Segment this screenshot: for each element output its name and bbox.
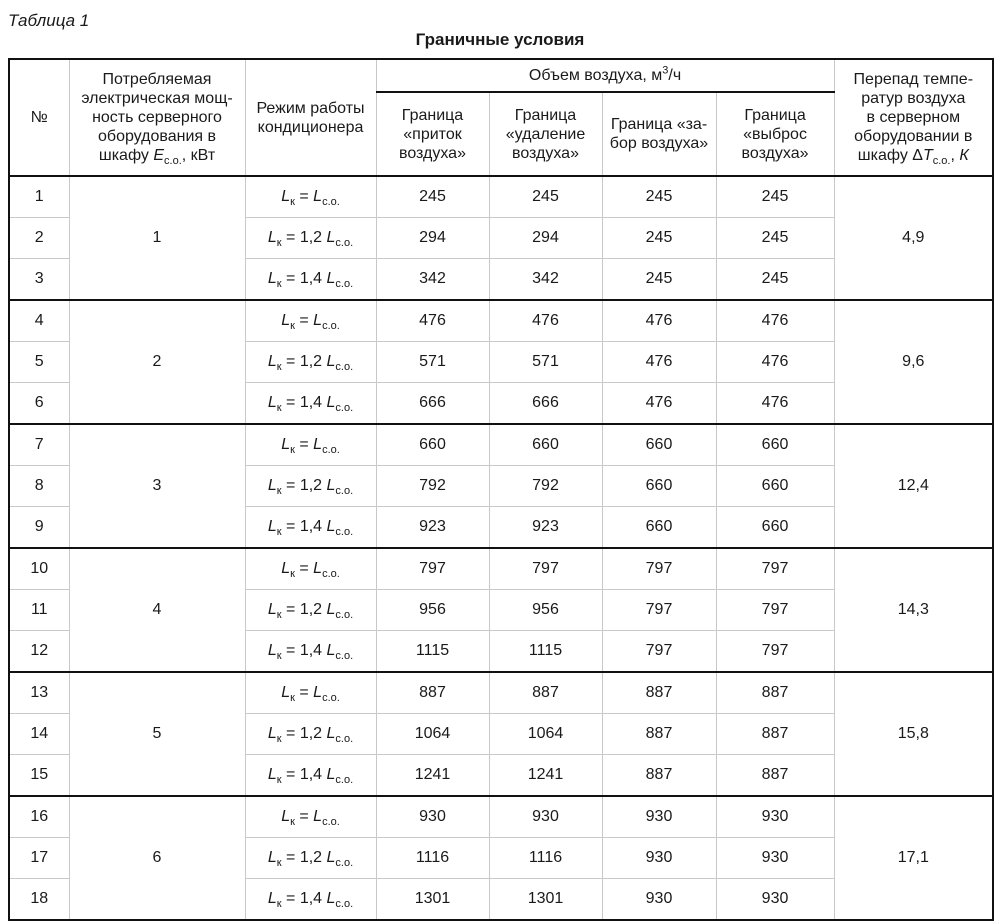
table-row <box>9 300 993 342</box>
ac-mode: $L_к = 1,4$ $L_{с.о.}$ <box>245 507 376 549</box>
row-number: 14 <box>9 714 69 755</box>
ac-mode: $L_к = 1,2$ $L_{с.о.}$ <box>245 466 376 507</box>
inflow-value: 245 <box>376 176 489 218</box>
temperature-diff-value: 17,1 <box>834 796 993 920</box>
exhaust-value: 476 <box>716 342 834 383</box>
removal-value: 660 <box>489 424 602 466</box>
header-boundary-intake: Граница «за- бор воздуха» <box>602 92 716 176</box>
exhaust-value: 476 <box>716 300 834 342</box>
exhaust-value: 930 <box>716 838 834 879</box>
ac-mode: $L_к = 1,2$ $L_{с.о.}$ <box>245 714 376 755</box>
inflow-value: 797 <box>376 548 489 590</box>
intake-value: 660 <box>602 424 716 466</box>
temperature-diff-value: 14,3 <box>834 548 993 672</box>
intake-value: 245 <box>602 218 716 259</box>
exhaust-value: 245 <box>716 176 834 218</box>
temperature-diff-value: 15,8 <box>834 672 993 796</box>
intake-value: 245 <box>602 259 716 301</box>
ac-mode: $L_к = L_{с.о.}$ <box>245 672 376 714</box>
power-value: 5 <box>69 672 245 796</box>
intake-value: 476 <box>602 300 716 342</box>
temperature-diff-value: 9,6 <box>834 300 993 424</box>
ac-mode: $L_к = 1,4$ $L_{с.о.}$ <box>245 383 376 425</box>
intake-value: 930 <box>602 838 716 879</box>
removal-value: 792 <box>489 466 602 507</box>
row-number: 9 <box>9 507 69 549</box>
exhaust-value: 660 <box>716 424 834 466</box>
inflow-value: 1064 <box>376 714 489 755</box>
intake-value: 660 <box>602 507 716 549</box>
removal-value: 956 <box>489 590 602 631</box>
removal-value: 797 <box>489 548 602 590</box>
table-caption: Таблица 1 <box>8 11 90 30</box>
table-title: Граничные условия <box>415 30 585 49</box>
removal-value: 930 <box>489 796 602 838</box>
row-number: 2 <box>9 218 69 259</box>
removal-value: 294 <box>489 218 602 259</box>
exhaust-value: 797 <box>716 631 834 673</box>
intake-value: 660 <box>602 466 716 507</box>
removal-value: 1064 <box>489 714 602 755</box>
header-num: № <box>9 59 69 176</box>
table-row <box>9 424 993 466</box>
table-body <box>9 176 993 920</box>
intake-value: 245 <box>602 176 716 218</box>
intake-value: 797 <box>602 590 716 631</box>
removal-value: 1115 <box>489 631 602 673</box>
header-air-volume: Объем воздуха, $м^3/ч$ <box>376 59 834 92</box>
row-number: 8 <box>9 466 69 507</box>
ac-mode: $L_к = 1,4$ $L_{с.о.}$ <box>245 755 376 797</box>
inflow-value: 1115 <box>376 631 489 673</box>
row-number: 5 <box>9 342 69 383</box>
ac-mode: $L_к = L_{с.о.}$ <box>245 300 376 342</box>
header-temperature-diff: Перепад темпе- ратур воздуха в серверном оборудовании в шкафу $\Delta T_{с.о.}$, К <box>834 59 993 176</box>
intake-value: 476 <box>602 342 716 383</box>
boundary-conditions-table <box>8 58 994 921</box>
intake-value: 887 <box>602 672 716 714</box>
inflow-value: 342 <box>376 259 489 301</box>
row-number: 4 <box>9 300 69 342</box>
power-value: 6 <box>69 796 245 920</box>
ac-mode: $L_к = L_{с.о.}$ <box>245 176 376 218</box>
row-number: 7 <box>9 424 69 466</box>
inflow-value: 660 <box>376 424 489 466</box>
intake-value: 797 <box>602 631 716 673</box>
removal-value: 245 <box>489 176 602 218</box>
exhaust-value: 930 <box>716 879 834 921</box>
exhaust-value: 930 <box>716 796 834 838</box>
ac-mode: $L_к = 1,4$ $L_{с.о.}$ <box>245 259 376 301</box>
exhaust-value: 887 <box>716 755 834 797</box>
inflow-value: 792 <box>376 466 489 507</box>
inflow-value: 571 <box>376 342 489 383</box>
inflow-value: 1241 <box>376 755 489 797</box>
table-row <box>9 796 993 838</box>
intake-value: 797 <box>602 548 716 590</box>
removal-value: 666 <box>489 383 602 425</box>
ac-mode: $L_к = L_{с.о.}$ <box>245 548 376 590</box>
row-number: 12 <box>9 631 69 673</box>
exhaust-value: 245 <box>716 218 834 259</box>
header-boundary-inflow: Граница «приток воздуха» <box>376 92 489 176</box>
exhaust-value: 887 <box>716 672 834 714</box>
row-number: 17 <box>9 838 69 879</box>
inflow-value: 923 <box>376 507 489 549</box>
ac-mode: $L_к = 1,4$ $L_{с.о.}$ <box>245 631 376 673</box>
exhaust-value: 660 <box>716 507 834 549</box>
inflow-value: 956 <box>376 590 489 631</box>
temperature-diff-value: 4,9 <box>834 176 993 300</box>
exhaust-value: 476 <box>716 383 834 425</box>
power-value: 1 <box>69 176 245 300</box>
header-power: Потребляемая электрическая мощ- ность серверного оборудования в шкафу $E_{с.о.}$, кВт <box>69 59 245 176</box>
exhaust-value: 245 <box>716 259 834 301</box>
removal-value: 887 <box>489 672 602 714</box>
row-number: 10 <box>9 548 69 590</box>
intake-value: 476 <box>602 383 716 425</box>
row-number: 1 <box>9 176 69 218</box>
row-number: 3 <box>9 259 69 301</box>
table-row <box>9 548 993 590</box>
row-number: 6 <box>9 383 69 425</box>
inflow-value: 930 <box>376 796 489 838</box>
header-mode: Режим работы кондиционера <box>245 59 376 176</box>
row-number: 16 <box>9 796 69 838</box>
ac-mode: $L_к = 1,2$ $L_{с.о.}$ <box>245 218 376 259</box>
row-number: 18 <box>9 879 69 921</box>
removal-value: 1301 <box>489 879 602 921</box>
ac-mode: $L_к = L_{с.о.}$ <box>245 424 376 466</box>
temperature-diff-value: 12,4 <box>834 424 993 548</box>
exhaust-value: 660 <box>716 466 834 507</box>
row-number: 11 <box>9 590 69 631</box>
row-number: 15 <box>9 755 69 797</box>
inflow-value: 294 <box>376 218 489 259</box>
ac-mode: $L_к = 1,2$ $L_{с.о.}$ <box>245 342 376 383</box>
table-row <box>9 672 993 714</box>
removal-value: 1116 <box>489 838 602 879</box>
removal-value: 923 <box>489 507 602 549</box>
ac-mode: $L_к = L_{с.о.}$ <box>245 796 376 838</box>
power-value: 3 <box>69 424 245 548</box>
table-header <box>9 59 993 176</box>
inflow-value: 887 <box>376 672 489 714</box>
header-boundary-removal: Граница «удаление воздуха» <box>489 92 602 176</box>
table-row <box>9 176 993 218</box>
exhaust-value: 797 <box>716 590 834 631</box>
row-number: 13 <box>9 672 69 714</box>
inflow-value: 476 <box>376 300 489 342</box>
inflow-value: 666 <box>376 383 489 425</box>
power-value: 2 <box>69 300 245 424</box>
ac-mode: $L_к = 1,4$ $L_{с.о.}$ <box>245 879 376 921</box>
exhaust-value: 887 <box>716 714 834 755</box>
ac-mode: $L_к = 1,2$ $L_{с.о.}$ <box>245 838 376 879</box>
inflow-value: 1301 <box>376 879 489 921</box>
ac-mode: $L_к = 1,2$ $L_{с.о.}$ <box>245 590 376 631</box>
intake-value: 930 <box>602 796 716 838</box>
removal-value: 476 <box>489 300 602 342</box>
intake-value: 887 <box>602 714 716 755</box>
removal-value: 342 <box>489 259 602 301</box>
intake-value: 887 <box>602 755 716 797</box>
removal-value: 1241 <box>489 755 602 797</box>
exhaust-value: 797 <box>716 548 834 590</box>
removal-value: 571 <box>489 342 602 383</box>
header-boundary-exhaust: Граница «выброс воздуха» <box>716 92 834 176</box>
inflow-value: 1116 <box>376 838 489 879</box>
intake-value: 930 <box>602 879 716 921</box>
power-value: 4 <box>69 548 245 672</box>
